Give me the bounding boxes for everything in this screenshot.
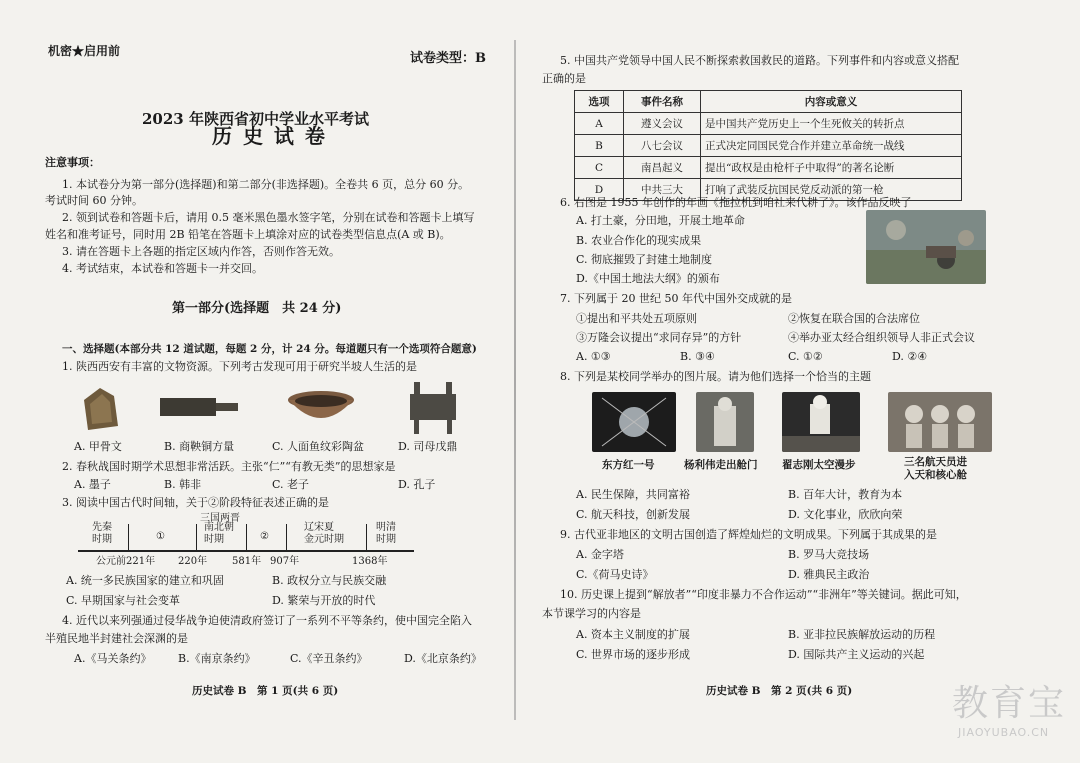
timeline-top-label: 三国两晋	[200, 513, 240, 524]
dongfanghong-satellite-image	[592, 392, 676, 452]
exam-title: 2023 年陕西省初中学业水平考试	[142, 110, 369, 128]
q4-option[interactable]: B.《南京条约》	[178, 652, 256, 665]
timeline-year: 581年	[232, 556, 262, 567]
timeline-period: 明清 时期	[376, 522, 396, 545]
q4-stem: 4. 近代以来列强通过侵华战争迫使清政府签订了一系列不平等条约，使中国完全陷入	[62, 614, 472, 627]
table-row	[575, 135, 962, 157]
timeline-tick	[196, 524, 197, 551]
left-page	[0, 0, 515, 763]
table-cell: A	[575, 113, 624, 135]
q4-option[interactable]: D.《北京条约》	[404, 652, 482, 665]
q8-caption: 三名航天员进 入天和核心舱	[904, 456, 967, 481]
q10-option[interactable]: B. 亚非拉民族解放运动的历程	[788, 628, 936, 641]
note-line: 2. 领到试卷和答题卡后，请用 0.5 毫米黑色墨水签字笔，分别在试卷和答题卡上填写	[62, 211, 475, 224]
q9-option[interactable]: C.《荷马史诗》	[576, 568, 654, 581]
q1-stem: 1. 陕西西安有丰富的文物资源。下列考古发现可用于研究半坡人生活的是	[62, 360, 417, 373]
column-header: 内容或意义	[701, 91, 962, 113]
timeline-tick	[366, 524, 367, 551]
q9-option[interactable]: B. 罗马大竞技场	[788, 548, 870, 561]
q7-option[interactable]: D. ②④	[892, 350, 928, 363]
table-cell: 南昌起义	[624, 157, 701, 179]
q6-option[interactable]: C. 彻底摧毁了封建土地制度	[576, 253, 713, 266]
simuwu-ding-image	[406, 380, 460, 436]
table-cell: 打响了武装反抗国民党反动派的第一枪	[701, 179, 962, 201]
watermark-url: JIAOYUBAO.CN	[958, 726, 1050, 739]
q6-option[interactable]: D.《中国土地法大纲》的颁布	[576, 272, 720, 285]
table-row	[575, 113, 962, 135]
yang-liwei-image	[696, 392, 754, 452]
page-fold	[514, 40, 516, 720]
watermark-logo: 教育宝	[952, 683, 1067, 724]
q5-stem: 正确的是	[542, 72, 586, 85]
timeline-period: 辽宋夏 金元时期	[304, 522, 344, 545]
timeline-period: ①	[156, 531, 165, 542]
q9-stem: 9. 古代亚非地区的文明古国创造了辉煌灿烂的文明成果。下列属于其成果的是	[560, 528, 937, 541]
secret-label: 机密★启用前	[48, 44, 121, 58]
q10-stem: 本节课学习的内容是	[542, 607, 641, 620]
timeline-year: 907年	[270, 556, 300, 567]
q8-caption: 东方红一号	[602, 459, 655, 471]
q10-option[interactable]: D. 国际共产主义运动的兴起	[788, 648, 925, 661]
table-cell: 提出“政权是由枪杆子中取得”的著名论断	[701, 157, 962, 179]
table-cell: 八七会议	[624, 135, 701, 157]
q2-option[interactable]: C. 老子	[272, 478, 310, 491]
q10-option[interactable]: C. 世界市场的逐步形成	[576, 648, 691, 661]
q7-stem: 7. 下列属于 20 世纪 50 年代中国外交成就的是	[560, 292, 792, 305]
q7-option[interactable]: C. ①②	[788, 350, 823, 363]
note-line: 4. 考试结束，本试卷和答题卡一并交回。	[62, 262, 263, 275]
part-title: 第一部分(选择题 共 24 分)	[172, 301, 342, 316]
q7-item: ①提出和平共处五项原则	[576, 312, 697, 325]
subject-title: 历 史 试 卷	[212, 124, 327, 148]
timeline-tick	[128, 524, 129, 551]
q8-stem: 8. 下列是某校同学举办的图片展。请为他们选择一个恰当的主题	[560, 370, 871, 383]
table-header-row	[575, 91, 962, 113]
q8-caption: 杨利伟走出舱门	[684, 459, 758, 471]
timeline-tick	[246, 524, 247, 551]
q7-option[interactable]: A. ①③	[576, 350, 611, 363]
q2-option[interactable]: A. 墨子	[74, 478, 111, 491]
q9-option[interactable]: D. 雅典民主政治	[788, 568, 870, 581]
table-cell: 是中国共产党历史上一个生死攸关的转折点	[701, 113, 962, 135]
q3-option[interactable]: C. 早期国家与社会变革	[66, 594, 181, 607]
table-cell: D	[575, 179, 624, 201]
note-line: 3. 请在答题卡上各题的指定区域内作答，否则作答无效。	[62, 245, 340, 258]
note-line: 考试时间 60 分钟。	[45, 194, 143, 207]
column-header: 选项	[575, 91, 624, 113]
q6-option[interactable]: A. 打土豪，分田地，开展土地革命	[576, 214, 745, 227]
q7-item: ④举办亚太经合组织领导人非正式会议	[788, 331, 975, 344]
page-footer: 历史试卷 B 第 2 页(共 6 页)	[706, 685, 853, 697]
column-header: 事件名称	[624, 91, 701, 113]
q5-stem: 5. 中国共产党领导中国人民不断探索救国救民的道路。下列事件和内容或意义搭配	[560, 54, 959, 67]
q8-option[interactable]: D. 文化事业，欣欣向荣	[788, 508, 903, 521]
q4-option[interactable]: A.《马关条约》	[74, 652, 152, 665]
note-line: 姓名和准考证号，同时用 2B 铅笔在答题卡上填涂对应的试卷类型信息点(A 或 B)。	[45, 228, 451, 241]
q8-option[interactable]: B. 百年大计，教育为本	[788, 488, 903, 501]
paper-type: 试卷类型：B	[410, 51, 486, 66]
timeline-period: 先秦 时期	[92, 522, 112, 545]
timeline-year: 公元前221年	[96, 556, 156, 567]
note-line: 1. 本试卷分为第一部分(选择题)和第二部分(非选择题)。全卷共 6 页，总分 60 分。	[62, 178, 470, 191]
q1-option[interactable]: B. 商鞅铜方量	[164, 440, 235, 453]
q9-option[interactable]: A. 金字塔	[576, 548, 624, 561]
q4-stem: 半殖民地半封建社会深渊的是	[45, 632, 188, 645]
timeline-tick	[286, 524, 287, 551]
q2-stem: 2. 春秋战国时期学术思想非常活跃。主张“仁”“有教无类”的思想家是	[62, 460, 396, 473]
q10-stem: 10. 历史课上提到“解放者”“印度非暴力不合作运动”“非洲年”等关键词。据此可知，	[560, 588, 967, 601]
timeline-year: 1368年	[352, 556, 388, 567]
q6-option[interactable]: B. 农业合作化的现实成果	[576, 234, 702, 247]
q8-option[interactable]: A. 民生保障，共同富裕	[576, 488, 690, 501]
zhai-zhigang-spacewalk-image	[782, 392, 860, 452]
page-footer: 历史试卷 B 第 1 页(共 6 页)	[192, 685, 339, 697]
table-cell: B	[575, 135, 624, 157]
q7-item: ③万隆会议提出“求同存异”的方针	[576, 331, 742, 344]
q3-option[interactable]: B. 政权分立与民族交融	[272, 574, 387, 587]
q3-option[interactable]: A. 统一多民族国家的建立和巩固	[66, 574, 224, 587]
table-cell: 遵义会议	[624, 113, 701, 135]
q8-option[interactable]: C. 航天科技，创新发展	[576, 508, 691, 521]
oracle-bone-image	[80, 386, 120, 432]
q3-stem: 3. 阅读中国古代时间轴，关于②阶段特征表述正确的是	[62, 496, 329, 509]
q6-stem: 6. 右图是 1955 年创作的年画《拖拉机到咱社来代耕了》。该作品反映了	[560, 196, 912, 209]
right-page	[520, 0, 1080, 763]
q2-option[interactable]: B. 韩非	[164, 478, 202, 491]
table-cell: 中共三大	[624, 179, 701, 201]
timeline-period: ②	[260, 531, 269, 542]
q1-option[interactable]: C. 人面鱼纹彩陶盆	[272, 440, 365, 453]
q8-caption: 翟志刚太空漫步	[782, 459, 856, 471]
q7-item: ②恢复在联合国的合法席位	[788, 312, 920, 325]
tianhe-core-module-image	[888, 392, 992, 452]
section-title: 一、选择题(本部分共 12 道试题，每题 2 分，计 24 分。每道题只有一个选项符合题意)	[62, 343, 477, 355]
q2-option[interactable]: D. 孔子	[398, 478, 436, 491]
q1-option[interactable]: A. 甲骨文	[74, 440, 122, 453]
fish-face-basin-image	[286, 390, 356, 430]
q5-table	[574, 90, 962, 201]
q3-option[interactable]: D. 繁荣与开放的时代	[272, 594, 376, 607]
notes-title: 注意事项：	[45, 156, 100, 169]
q10-option[interactable]: A. 资本主义制度的扩展	[576, 628, 690, 641]
q7-option[interactable]: B. ③④	[680, 350, 715, 363]
bronze-measure-image	[158, 392, 240, 420]
table-row	[575, 157, 962, 179]
q1-option[interactable]: D. 司母戊鼎	[398, 440, 458, 453]
timeline-period: 南北朝 时期	[204, 522, 234, 545]
table-cell: 正式决定同国民党合作并建立革命统一战线	[701, 135, 962, 157]
timeline-year: 220年	[178, 556, 208, 567]
q4-option[interactable]: C.《辛丑条约》	[290, 652, 368, 665]
table-cell: C	[575, 157, 624, 179]
tractor-new-year-painting-image	[866, 210, 986, 284]
